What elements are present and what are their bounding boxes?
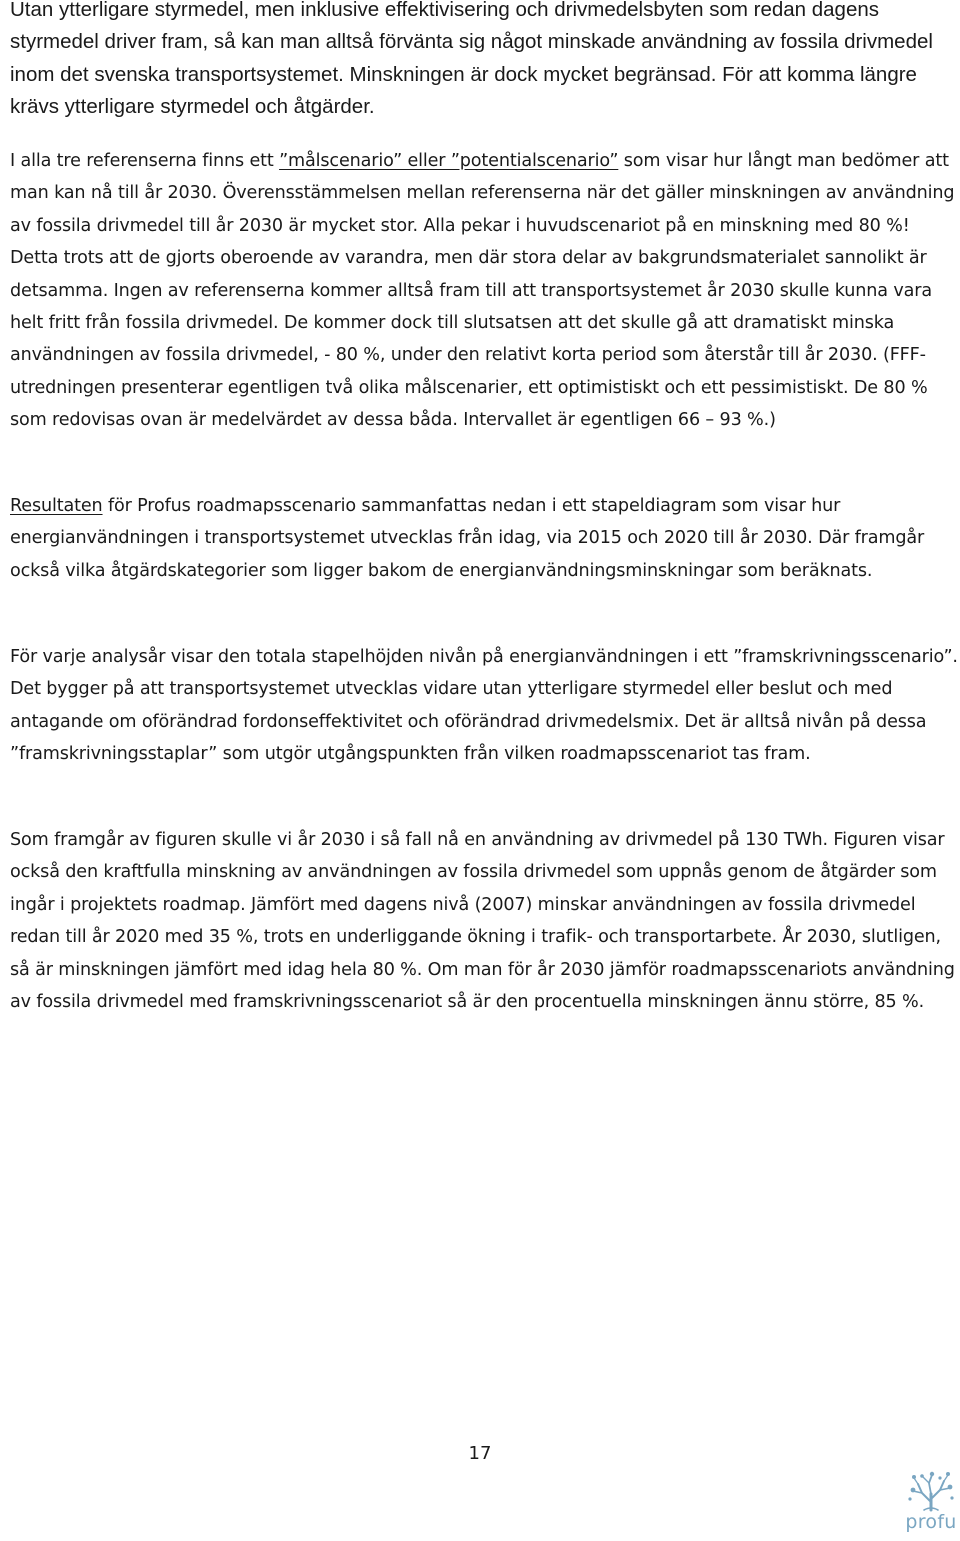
paragraph-2-text-a: I alla tre referenserna finns ett [10,151,280,171]
paragraph-3-text: för Profus roadmapsscenario sammanfattas nedan i ett stapeldiagram som visar hur energianvändningen i transportsystemet utvecklas från idag, via 2015 och 2020 till år 2030. Där framgår också vilka åtgärdskategorier som ligger bakom de energianvändningsminskningar som beräknats. [10,496,925,581]
page-number: 17 [468,1443,492,1464]
paragraph-2-text-b: som visar hur långt man bedömer att man kan nå till år 2030. Överensstämmelsen mellan referenserna när det gäller minskningen av användning av fossila drivmedel till år 2030 är mycket stor. Alla pekar i huvudscenariot på en minskning med 80 %! Detta trots att de gjorts oberoende av varandra, men där stora delar av bakgrundsmaterialet sannolikt är detsamma. Ingen av referenserna kommer alltså fram till att transportsystemet år 2030 skulle kunna vara helt fritt från fossila drivmedel. De kommer dock till slutsatsen att det skulle gå att dramatiskt minska användningen av fossila drivmedel, - 80 %, under den relativt korta period som återstår till år 2030. (FFF-utredningen presenterar egentligen två olika målscenarier, ett optimistiskt och ett pessimistiskt. De 80 % som redovisas ovan är medelvärdet av dessa båda. Intervallet är egentligen 66 – 93 %.) [10,151,955,431]
paragraph-4: För varje analysår visar den totala stapelhöjden nivån på energianvändningen i ett ”framskrivningsscenario”. Det bygger på att transportsystemet utvecklas vidare utan ytterligare styrmedel eller beslut och med antagande om oförändrad fordonseffektivitet och oförändrad drivmedelsmix. Det är alltså nivån på dessa ”framskrivningsstaplar” som utgör utgångspunkten från vilken roadmapsscenariot tas fram. [10,647,958,765]
profu-logo-text: profu [905,1511,957,1533]
resultaten-underlined: Resultaten [10,496,103,516]
paragraph-3 [10,490,960,587]
scenario-terms-underlined: ”målscenario” eller ”potentialscenario” [279,151,619,171]
paragraph-5: Som framgår av figuren skulle vi år 2030 i så fall nå en användning av drivmedel på 130 TWh. Figuren visar också den kraftfulla minskning av användningen av fossila drivmedel som uppnås genom de åtgärder som ingår i projektets roadmap. Jämfört med dagens nivå (2007) minskar användningen av fossila drivmedel redan till år 2020 med 35 %, trots en underliggande ökning i trafik- och transportarbete. År 2030, slutligen, så är minskningen jämfört med idag hela 80 %. Om man för år 2030 jämför roadmapsscenariots användning av fossila drivmedel med framskrivningsscenariot så är den procentuella minskningen ännu större, 85 %. [10,830,955,1013]
paragraph-2 [10,145,960,437]
paragraph-1: Utan ytterligare styrmedel, men inklusive effektivisering och drivmedelsbyten som redan dagens styrmedel driver fram, så kan man alltså förvänta sig något minskade användning av fossila drivmedel inom det svenska transportsystemet. Minskningen är dock mycket begränsad. För att komma längre krävs ytterligare styrmedel och åtgärder. [10,0,933,119]
